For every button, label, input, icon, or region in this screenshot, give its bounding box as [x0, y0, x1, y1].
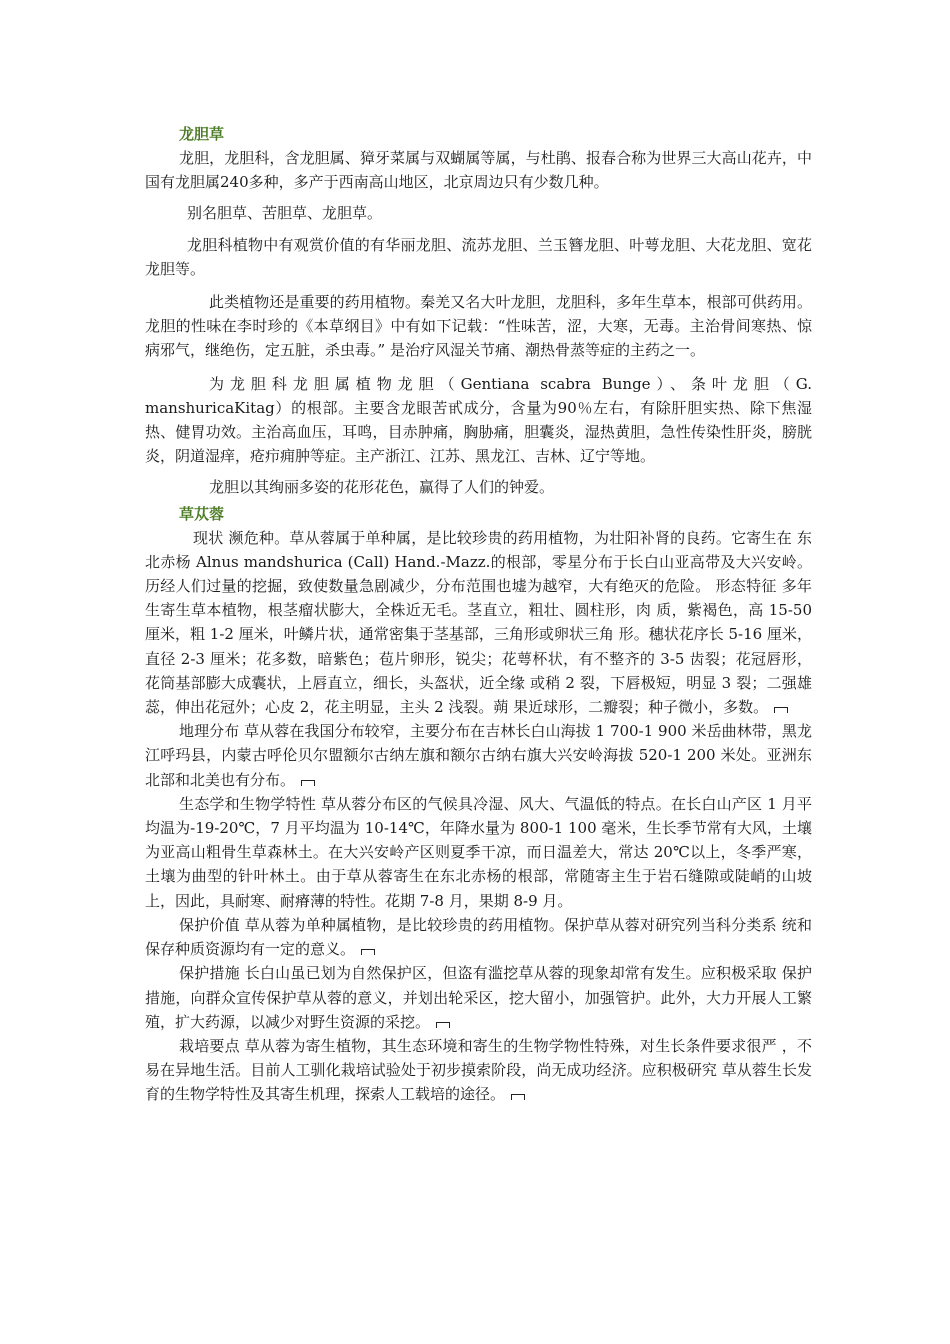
paragraph-text: 地理分布 草从蓉在我国分布较窄，主要分布在吉林长白山海拔 1 700-1 900 米岳曲林带，黑龙江呼玛县，内蒙古呼伦贝尔盟额尔古纳左旗和额尔古纳右旗大兴安岭海拔 520-1 200 米处。亚洲东北部和北美也有分布。	[145, 722, 812, 789]
paragraph-mark-icon	[774, 707, 788, 713]
paragraph	[145, 913, 812, 961]
paragraph	[145, 961, 812, 1034]
section-title-caocongrong: 草苁蓉	[179, 504, 225, 523]
paragraph-text: 栽培要点 草从蓉为寄生植物，其生态环境和寄生的生物学物性特殊，对生长条件要求很严 ，不易在异地生活。目前人工驯化栽培试验处于初步摸索阶段，尚无成功经济。应积极研究 草从蓉生长发育的生物学特性及其寄生机理，探索人工载培的途径。	[145, 1036, 812, 1104]
paragraph-mark-icon	[436, 1022, 450, 1028]
paragraph-text: 保护价值 草从蓉为单种属植物，是比较珍贵的药用植物。保护草从蓉对研究列当科分类系 统和保存种质资源均有一定的意义。	[145, 915, 812, 959]
paragraph-mark-icon	[301, 780, 315, 786]
section-title-longdancao: 龙胆草	[179, 125, 225, 143]
paragraph	[145, 1034, 812, 1107]
paragraph-text: 保护措施 长白山虽已划为自然保护区，但盗有滥挖草从蓉的现象却常有发生。应积极采取 保护措施，向群众宣传保护草从蓉的意义，并划出轮采区，挖大留小，加强管护。此外，大力开展人工繁殖，扩大药源，以减少对野生资源的采挖。	[145, 964, 812, 1031]
paragraph-text: 现状 濒危种。草从蓉属于单种属，是比较珍贵的药用植物，为壮阳补肾的良药。它寄生在 东北赤杨 Alnus mandshurica (Call) Hand.-Mazz.的根部，零星分布于长白山亚高带及大兴安岭。历经人们过量的挖掘，致使数量急剧减少，分布范围也墟为越窄，大有绝灭的危险。 形态特征 多年生寄生草本植物，根茎瘤状膨大，全株近无毛。茎直立，粗壮、圆柱形，肉 质，紫褐色，高 15-50 厘米，粗 1-2 厘米，叶鳞片状，通常密集于茎基部，三角形或卵状三角 形。穗状花序长 5-16 厘米，直径 2-3 厘米；花多数，暗紫色；苞片卵形，锐尖；花萼杯状，有不整齐的 3-5 齿裂；花冠唇形，花筒基部膨大成囊状，上唇直立，细长，头盔状，近全缘 或稍 2 裂，下唇极短，明显 3 裂；二强雄蕊，伸出花冠外；心皮 2，花主明显，主头 2 浅裂。蒴 果近球形，二瓣裂；种子微小，多数。	[145, 528, 812, 717]
paragraph: 别名胆草、苦胆草、龙胆草。	[187, 204, 383, 223]
paragraph: 生态学和生物学特性 草从蓉分布区的气候具冷湿、风大、气温低的特点。在长白山产区 1 月平均温为-19-20℃，7 月平均温为 10-14℃，年降水量为 800-1 100 毫米，生长季节常有大风，土壤为亚高山粗骨生草森林土。在大兴安岭产区则夏季干凉，而日温差大，常达 20℃以上，冬季严寒，土壤为曲型的针叶林土。由于草从蓉寄生在东北赤杨的根部，常随寄主生于岩石缝隙或陡峭的山坡上，因此，具耐寒、耐瘠薄的特性。花期 7-8 月，果期 8-9 月。	[145, 794, 812, 910]
paragraph	[145, 526, 812, 720]
paragraph-mark-icon	[511, 1094, 525, 1100]
paragraph: 此类植物还是重要的药用植物。秦羌又名大叶龙胆，龙胆科，多年生草本，根部可供药用。龙胆的性味在李时珍的《本草纲目》中有如下记载：“性味苦，涩，大寒，无毒。主治骨间寒热、惊病邪气，继绝伤，定五脏，杀虫毒。” 是治疗风湿关节痛、潮热骨蒸等症的主药之一。	[145, 293, 812, 360]
paragraph-mark-icon	[361, 949, 375, 955]
paragraph: 龙胆科植物中有观赏价值的有华丽龙胆、流苏龙胆、兰玉簪龙胆、叶萼龙胆、大花龙胆、宽花龙胆等。	[145, 235, 812, 278]
paragraph: 为龙胆科龙胆属植物龙胆（Gentiana scabra Bunge）、条叶龙胆（G. manshuricaKitag）的根部。主要含龙眼苦甙成分，含量为90％左右，有除肝胆实热、除下焦湿热、健胃功效。主治高血压，耳鸣，目赤肿痛，胸胁痛，胆囊炎，湿热黄胆，急性传染性肝炎，膀胱炎，阴道湿痒，疮疖痈肿等症。主产浙江、江苏、黑龙江、吉林、辽宁等地。	[145, 374, 812, 466]
paragraph: 龙胆，龙胆科，含龙胆属、獐牙菜属与双蝴属等属，与杜鹃、报春合称为世界三大高山花卉，中国有龙胆属240多种，多产于西南高山地区，北京周边只有少数几种。	[145, 149, 812, 192]
paragraph	[145, 719, 812, 792]
document-page	[145, 122, 812, 1107]
paragraph: 龙胆以其绚丽多姿的花形花色，赢得了人们的钟爱。	[209, 478, 555, 497]
